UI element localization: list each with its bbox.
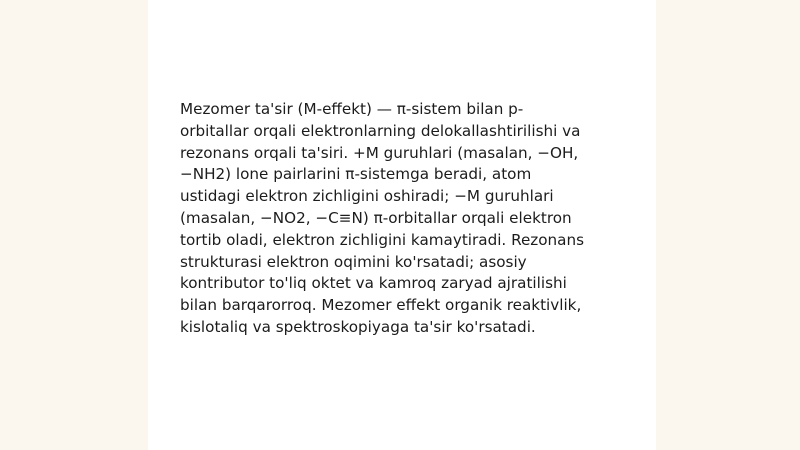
body-paragraph: Mezomer ta'sir (M-effekt) — π-sistem bilan p- orbitallar orqali elektronlarning delokallashtirilishi va rezonans orqali ta'siri. +M guruhlari (masalan, −OH, −NH2) lone pairlarini π-sistemga beradi, atom ustidagi elektron zichligini oshiradi; −M guruhlari (masalan, −NO2, −C≡N) π-orbitallar orqali elektron tortib oladi, elektron zichligini kamaytiradi. Rezonans strukturasi elektron oqimini ko'rsatadi; asosiy kontributor to'liq oktet va kamroq zaryad ajratilishi bilan barqarorroq. Mezomer effekt organik reaktivlik, kislotaliq va spektroskopiyaga ta'sir ko'rsatadi. — [180, 100, 585, 336]
